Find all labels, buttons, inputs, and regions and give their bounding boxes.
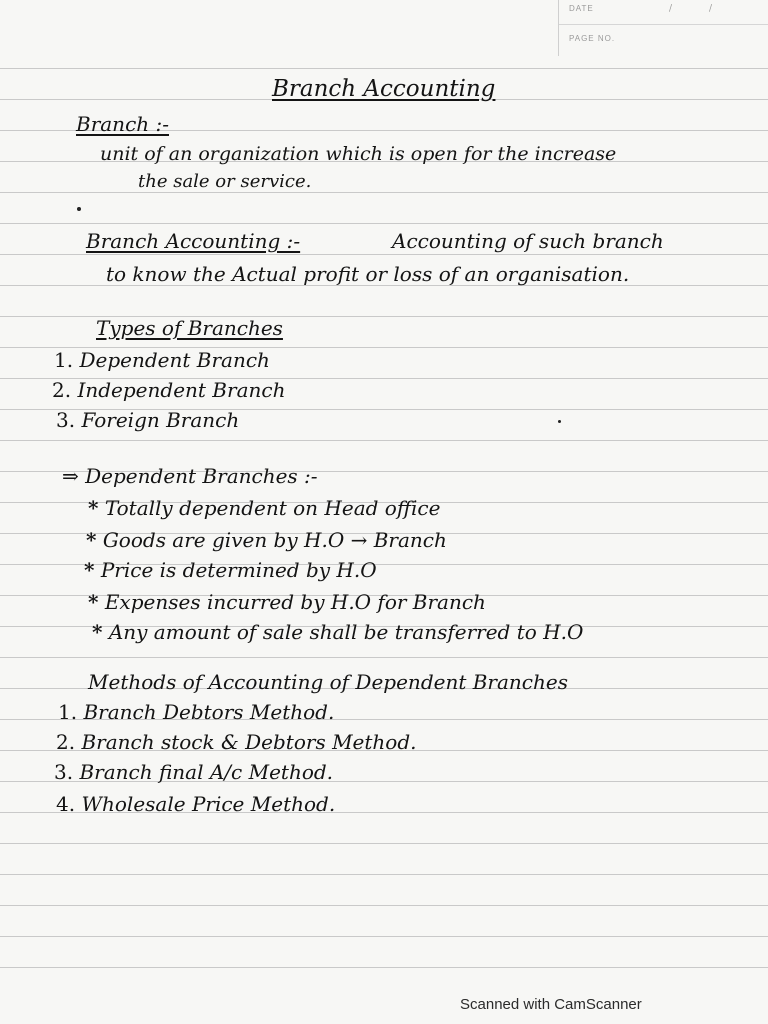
branch-accounting-heading-wrap xyxy=(86,229,300,253)
branch-accounting-heading: Branch Accounting :- xyxy=(86,229,301,253)
ruled-line xyxy=(0,440,768,441)
dependent-point-text: Expenses incurred by H.O for Branch xyxy=(104,590,486,614)
ruled-line xyxy=(0,657,768,658)
method-item xyxy=(56,730,417,754)
method-number: 2. xyxy=(56,730,76,754)
branch-definition-line1: unit of an organization which is open for the increase xyxy=(100,143,617,165)
page-title: Branch Accounting xyxy=(272,76,496,102)
dependent-heading: Dependent Branches :- xyxy=(85,464,318,488)
methods-heading: Methods of Accounting of Dependent Branches xyxy=(88,670,568,694)
method-number: 1. xyxy=(58,700,78,724)
branch-definition-line2: the sale or service. xyxy=(138,171,312,192)
dependent-point-text: Totally dependent on Head office xyxy=(104,496,441,520)
ruled-line xyxy=(0,68,768,69)
branch-accounting-definition-line1: Accounting of such branch xyxy=(392,229,664,253)
method-text: Branch final A/c Method. xyxy=(79,760,334,784)
method-item xyxy=(54,760,333,784)
ink-dot xyxy=(77,207,81,211)
ruled-line xyxy=(0,936,768,937)
branch-type-text: Independent Branch xyxy=(77,378,286,402)
date-separator: / xyxy=(669,4,673,14)
branch-type-item xyxy=(52,378,285,402)
method-text: Wholesale Price Method. xyxy=(81,792,336,816)
branch-type-number: 1. xyxy=(54,348,74,372)
arrow-icon: ⇒ xyxy=(62,464,79,488)
types-heading: Types of Branches xyxy=(96,316,283,340)
dependent-point xyxy=(84,558,377,582)
ruled-line xyxy=(0,254,768,255)
method-text: Branch Debtors Method. xyxy=(83,700,335,724)
ruled-line xyxy=(0,192,768,193)
branch-accounting-definition-line2: to know the Actual profit or loss of an organisation. xyxy=(106,262,630,286)
dependent-point xyxy=(92,620,583,644)
method-text: Branch stock & Debtors Method. xyxy=(81,730,417,754)
branch-type-item xyxy=(54,348,270,372)
ruled-line xyxy=(0,843,768,844)
branch-type-number: 2. xyxy=(52,378,72,402)
dependent-point xyxy=(88,590,486,614)
dependent-point-text: Price is determined by H.O xyxy=(100,558,377,582)
method-item xyxy=(56,792,335,816)
meta-divider xyxy=(559,24,768,25)
asterisk-bullet-icon: * xyxy=(88,496,99,520)
branch-type-text: Dependent Branch xyxy=(79,348,270,372)
asterisk-bullet-icon: * xyxy=(84,558,95,582)
asterisk-bullet-icon: * xyxy=(92,620,103,644)
scanner-watermark: Scanned with CamScanner xyxy=(460,996,642,1013)
ruled-line xyxy=(0,905,768,906)
asterisk-bullet-icon: * xyxy=(86,528,97,552)
page-no-label: PAGE NO. xyxy=(569,34,616,43)
branch-type-text: Foreign Branch xyxy=(81,408,240,432)
dependent-heading-wrap xyxy=(62,464,318,488)
dependent-point xyxy=(88,496,440,520)
method-number: 4. xyxy=(56,792,76,816)
method-number: 3. xyxy=(54,760,74,784)
branch-heading: Branch :- xyxy=(76,112,169,136)
dependent-point-text: Goods are given by H.O → Branch xyxy=(102,528,447,552)
dependent-point xyxy=(86,528,447,552)
ruled-line xyxy=(0,223,768,224)
date-separator: / xyxy=(709,4,713,14)
ruled-line xyxy=(0,967,768,968)
branch-type-item xyxy=(56,408,239,432)
branch-type-number: 3. xyxy=(56,408,76,432)
ink-dot xyxy=(558,420,561,423)
dependent-point-text: Any amount of sale shall be transferred to H.O xyxy=(108,620,584,644)
asterisk-bullet-icon: * xyxy=(88,590,99,614)
date-label: DATE xyxy=(569,4,594,13)
date-page-box xyxy=(558,0,768,56)
ruled-line xyxy=(0,874,768,875)
method-item xyxy=(58,700,334,724)
